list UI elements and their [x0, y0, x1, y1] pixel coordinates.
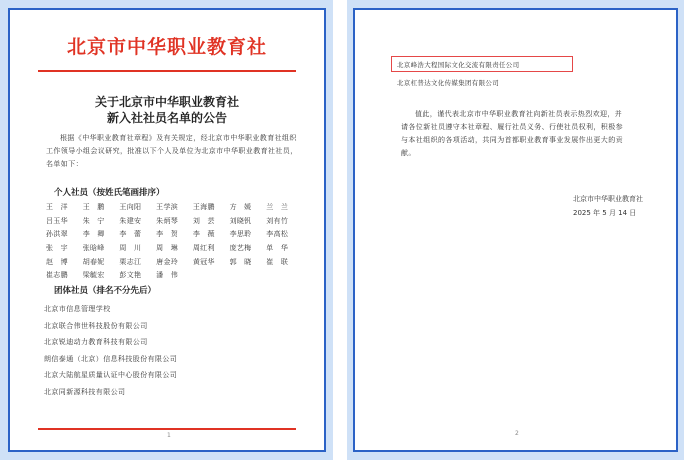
- individual-member: 崔志鹏: [46, 271, 68, 280]
- group-members-heading: 团体社员（排名不分先后）: [54, 286, 157, 296]
- group-member: 北京市信息管理学校: [44, 305, 111, 313]
- group-member: 北京同新源科技有限公司: [44, 387, 126, 396]
- individual-member: 张晗峰: [82, 244, 105, 253]
- individual-member: 王学滨: [156, 203, 179, 211]
- group-member: 北京联合伟世科技股份有限公司: [44, 321, 148, 330]
- signature-org: 北京市中华职业教育社: [573, 195, 643, 203]
- individual-member: 兰 兰: [266, 203, 289, 211]
- welcome-paragraph: 值此，谨代表北京市中华职业教育社向新社员表示热烈欢迎，并请各位新社员遵守本社章程、履行社员义务、行使社员权利，积极参与本社组织的各项活动，共同为首都职业教育事业发展作出更大的贡献。: [401, 110, 623, 157]
- individual-member: 朱 宁: [82, 216, 105, 225]
- individual-member: 李高松: [266, 230, 289, 239]
- left-page-frame: [0, 0, 333, 460]
- notice-title-line-2: 新入社社员名单的公告: [106, 111, 227, 125]
- notice-title: [10, 94, 324, 126]
- individual-member: 李 蕾: [119, 230, 142, 239]
- individual-member: 崔 联: [266, 257, 289, 266]
- individual-member: 朱炳琴: [156, 216, 179, 225]
- individual-member: 胡春妮: [82, 257, 105, 266]
- individual-members-list: [46, 203, 300, 280]
- left-document-page: [8, 8, 326, 452]
- individual-member: 唐金玲: [156, 257, 179, 266]
- individual-member: 郭 晓: [229, 257, 252, 266]
- intro-paragraph: 根据《中华职业教育社章程》及有关规定，经北京市中华职业教育社组织工作领导小组会议研究，批准以下个人及单位为北京市中华职业教育社社员，名单如下：: [46, 134, 298, 168]
- individual-member: 王海鹏: [192, 203, 215, 211]
- individual-member: 梁毓宏: [82, 271, 105, 280]
- group-member: 北京大陆航星质量认证中心股份有限公司: [44, 371, 178, 380]
- right-document-page: [353, 8, 678, 452]
- individual-member: 刘 芸: [192, 216, 215, 225]
- individual-member: 李思聆: [229, 230, 252, 239]
- individual-member: 周红利: [192, 244, 215, 253]
- individual-member: 朱建安: [119, 216, 142, 225]
- letterhead-title: 北京市中华职业教育社: [66, 36, 267, 58]
- group-member-continued-1: 北京峰浩大程国际文化交流有限责任公司: [397, 61, 520, 69]
- individual-member: 王向阳: [119, 203, 142, 211]
- individual-member: 周 川: [119, 244, 142, 253]
- individual-member: 赵 博: [46, 257, 68, 266]
- group-members-list: [44, 304, 177, 397]
- individual-member: 彭文艳: [119, 271, 142, 280]
- individual-members-heading: 个人社员（按姓氏笔画排序）: [54, 188, 165, 198]
- individual-member: 李 卿: [82, 230, 105, 239]
- individual-member: 李 薇: [192, 230, 215, 239]
- group-member-continued-2: 北京杠普达文化传媒集团有限公司: [397, 79, 499, 87]
- individual-member: 刘有竹: [266, 216, 289, 225]
- page-number: 1: [167, 432, 171, 439]
- individual-member: 王 鹏: [82, 203, 105, 211]
- group-member: 朗信泰通（北京）信息科技股份有限公司: [44, 354, 178, 363]
- group-member: 北京锐迪动力教育科技有限公司: [44, 338, 148, 347]
- individual-member: 吕玉华: [46, 216, 68, 225]
- individual-member: 王 洋: [46, 203, 68, 211]
- individual-member: 栗志江: [119, 257, 142, 266]
- page-number: 2: [515, 430, 519, 437]
- individual-member: 周 琳: [156, 244, 179, 253]
- individual-member: 李 贺: [156, 230, 179, 239]
- individual-member: 黄冠华: [192, 257, 215, 266]
- letterhead-rule: [38, 70, 296, 72]
- right-page-frame: [347, 0, 684, 460]
- individual-member: 张 宇: [46, 244, 68, 253]
- footer-rule: [38, 428, 296, 430]
- individual-member: 潘 伟: [156, 271, 179, 280]
- individual-member: 方 媛: [229, 203, 252, 211]
- signature-block: [573, 192, 643, 220]
- individual-member: 单 华: [266, 244, 289, 253]
- notice-title-line-1: 关于北京市中华职业教育社: [94, 95, 239, 109]
- individual-member: 孙洪翠: [46, 230, 68, 239]
- individual-member: 刘晓钒: [229, 216, 252, 225]
- signature-date: 2025 年 5 月 14 日: [573, 209, 637, 217]
- individual-member: 庞艺梅: [229, 244, 252, 253]
